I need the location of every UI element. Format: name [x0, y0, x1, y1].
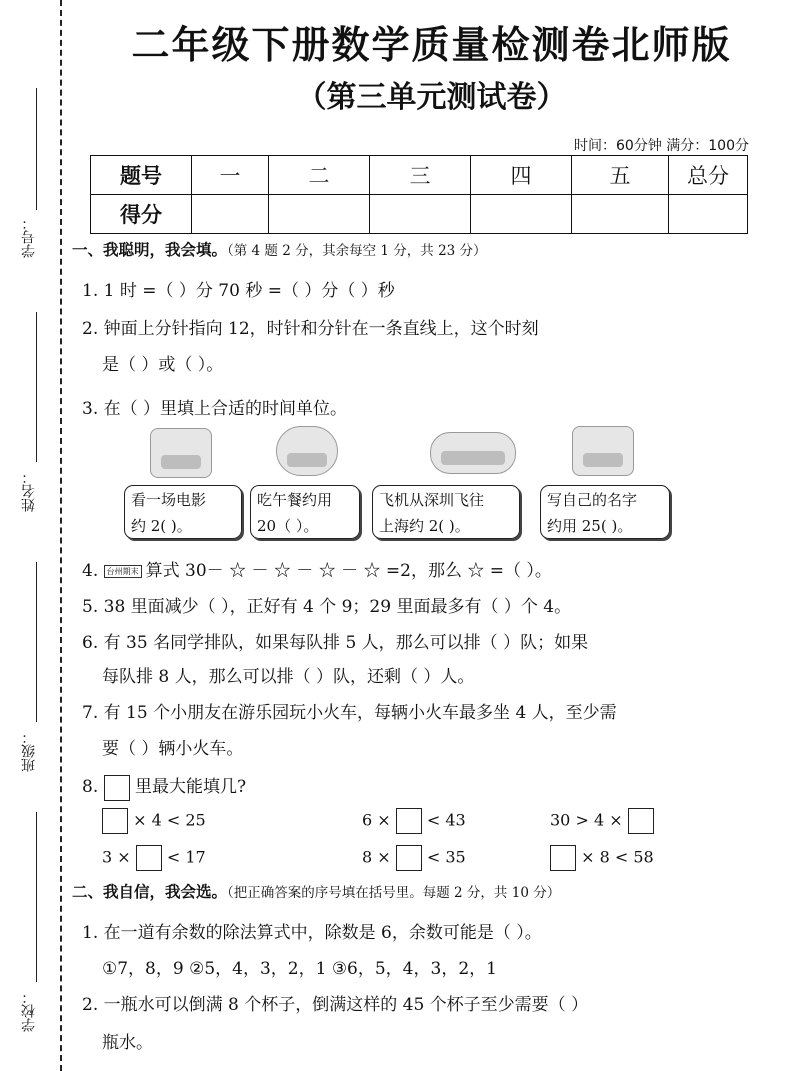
- question-2-1-options: ①7，8，9 ②5，4，3，2，1 ③6，5，4，3，2，1: [102, 959, 497, 979]
- section1-heading: [72, 238, 487, 260]
- exam-meta: 时间：60分钟 满分：100分: [574, 138, 749, 154]
- question-2-line2: 是（ ）或（ ）。: [102, 355, 224, 375]
- answer-box[interactable]: [102, 808, 128, 834]
- inequality: [102, 808, 206, 834]
- score-table-header-row: [91, 156, 748, 195]
- score-cell[interactable]: [669, 195, 748, 234]
- card-line: 约用 25( )。: [547, 517, 633, 535]
- section2-title: 二、我自信，我会选。: [72, 883, 228, 901]
- cinema-illustration: [150, 428, 212, 478]
- score-cell[interactable]: [269, 195, 370, 234]
- inequality-text: × 4 < 25: [133, 810, 206, 830]
- inequality: [362, 808, 466, 834]
- question-8-number: 8.: [82, 777, 99, 797]
- student-id-line: [36, 88, 37, 210]
- school-line: [36, 812, 37, 982]
- time-unit-card: [124, 485, 242, 539]
- score-cell[interactable]: [572, 195, 669, 234]
- score-row-label: 得分: [91, 195, 192, 234]
- question-2-2-line1: 2. 一瓶水可以倒满 8 个杯子，倒满这样的 45 个杯子至少需要（ ）: [82, 995, 589, 1015]
- answer-box[interactable]: [136, 845, 162, 871]
- question-2-2-line2: 瓶水。: [102, 1033, 153, 1053]
- score-table: [90, 155, 748, 234]
- time-unit-card: [250, 485, 360, 539]
- score-header-cell: 四: [471, 156, 572, 195]
- score-header-cell: 题号: [91, 156, 192, 195]
- score-cell[interactable]: [192, 195, 269, 234]
- question-6-line2: 每队排 8 人，那么可以排（ ）队，还剩（ ）人。: [102, 667, 475, 687]
- card-line: 看一场电影: [131, 491, 207, 509]
- inequality-text: < 17: [166, 847, 206, 867]
- section2-heading: [72, 880, 560, 902]
- time-unit-card: [372, 485, 520, 539]
- score-header-cell: 一: [192, 156, 269, 195]
- source-tag: 台州期末: [104, 565, 142, 578]
- question-1: 1. 1 时 =（ ）分 70 秒 =（ ）分（ ）秒: [82, 281, 395, 301]
- question-7-line2: 要（ ）辆小火车。: [102, 739, 244, 759]
- inequality: [550, 845, 654, 871]
- section1-note: （第 4 题 2 分，其余每空 1 分，共 23 分）: [227, 243, 487, 259]
- inequality-text: < 35: [426, 847, 466, 867]
- score-cell[interactable]: [471, 195, 572, 234]
- score-header-cell: 总分: [669, 156, 748, 195]
- card-line: 吃午餐约用: [257, 491, 333, 509]
- inequality-text: × 8 < 58: [581, 847, 654, 867]
- section2-note: （把正确答案的序号填在括号里。每题 2 分，共 10 分）: [227, 885, 561, 901]
- class-label: 班级：: [21, 730, 37, 772]
- question-4-number: 4.: [82, 561, 99, 581]
- question-8-text: 里最大能填几?: [135, 777, 247, 797]
- question-2-line1: 2. 钟面上分针指向 12，时针和分针在一条直线上，这个时刻: [82, 319, 539, 339]
- question-8: [82, 772, 246, 801]
- score-header-cell: 三: [370, 156, 471, 195]
- binding-dashed-line: [60, 0, 62, 1071]
- school-label: 学校：: [21, 990, 37, 1032]
- question-5: 5. 38 里面减少（ ），正好有 4 个 9；29 里面最多有（ ）个 4。: [82, 597, 572, 617]
- page-title: 二年级下册数学质量检测卷北师版: [131, 23, 732, 67]
- question-2-1: 1. 在一道有余数的除法算式中，除数是 6，余数可能是（ ）。: [82, 923, 542, 943]
- answer-box[interactable]: [550, 845, 576, 871]
- section1-title: 一、我聪明，我会填。: [72, 241, 228, 259]
- card-line: 写自己的名字: [547, 491, 638, 509]
- card-line: 飞机从深圳飞往: [379, 491, 485, 509]
- inequality: [102, 845, 206, 871]
- inequality-text: < 43: [426, 810, 466, 830]
- name-line: [36, 312, 37, 462]
- inequality-text: 3 ×: [102, 847, 131, 867]
- question-6-line1: 6. 有 35 名同学排队，如果每队排 5 人，那么可以排（ ）队；如果: [82, 633, 589, 653]
- answer-box[interactable]: [396, 845, 422, 871]
- score-header-cell: 二: [269, 156, 370, 195]
- answer-box[interactable]: [628, 808, 654, 834]
- time-unit-card: [540, 485, 670, 539]
- card-line: 约 2( )。: [131, 517, 192, 535]
- child-eating-illustration: [276, 426, 338, 476]
- inequality-text: 6 ×: [362, 810, 391, 830]
- question-4-text: 算式 30－ ☆ － ☆ － ☆ － ☆ =2，那么 ☆ =（ ）。: [145, 561, 552, 581]
- card-line: 20（ ）。: [257, 517, 319, 535]
- inequality-text: 8 ×: [362, 847, 391, 867]
- score-cell[interactable]: [370, 195, 471, 234]
- card-line: 上海约 2( )。: [379, 517, 470, 535]
- answer-box-icon: [104, 775, 130, 801]
- score-header-cell: 五: [572, 156, 669, 195]
- question-7-line1: 7. 有 15 个小朋友在游乐园玩小火车，每辆小火车最多坐 4 人，至少需: [82, 703, 617, 723]
- question-3: 3. 在（ ）里填上合适的时间单位。: [82, 399, 348, 419]
- inequality: [550, 808, 654, 834]
- answer-box[interactable]: [396, 808, 422, 834]
- name-label: 姓名：: [21, 470, 37, 512]
- inequality: [362, 845, 466, 871]
- class-line: [36, 562, 37, 722]
- child-writing-illustration: [572, 426, 634, 476]
- page-subtitle: （第三单元测试卷）: [296, 80, 567, 115]
- inequality-text: 30 > 4 ×: [550, 810, 623, 830]
- score-table-row: [91, 195, 748, 234]
- airplane-illustration: [430, 432, 516, 474]
- question-4: [82, 556, 552, 581]
- student-id-label: 学号：: [21, 216, 37, 258]
